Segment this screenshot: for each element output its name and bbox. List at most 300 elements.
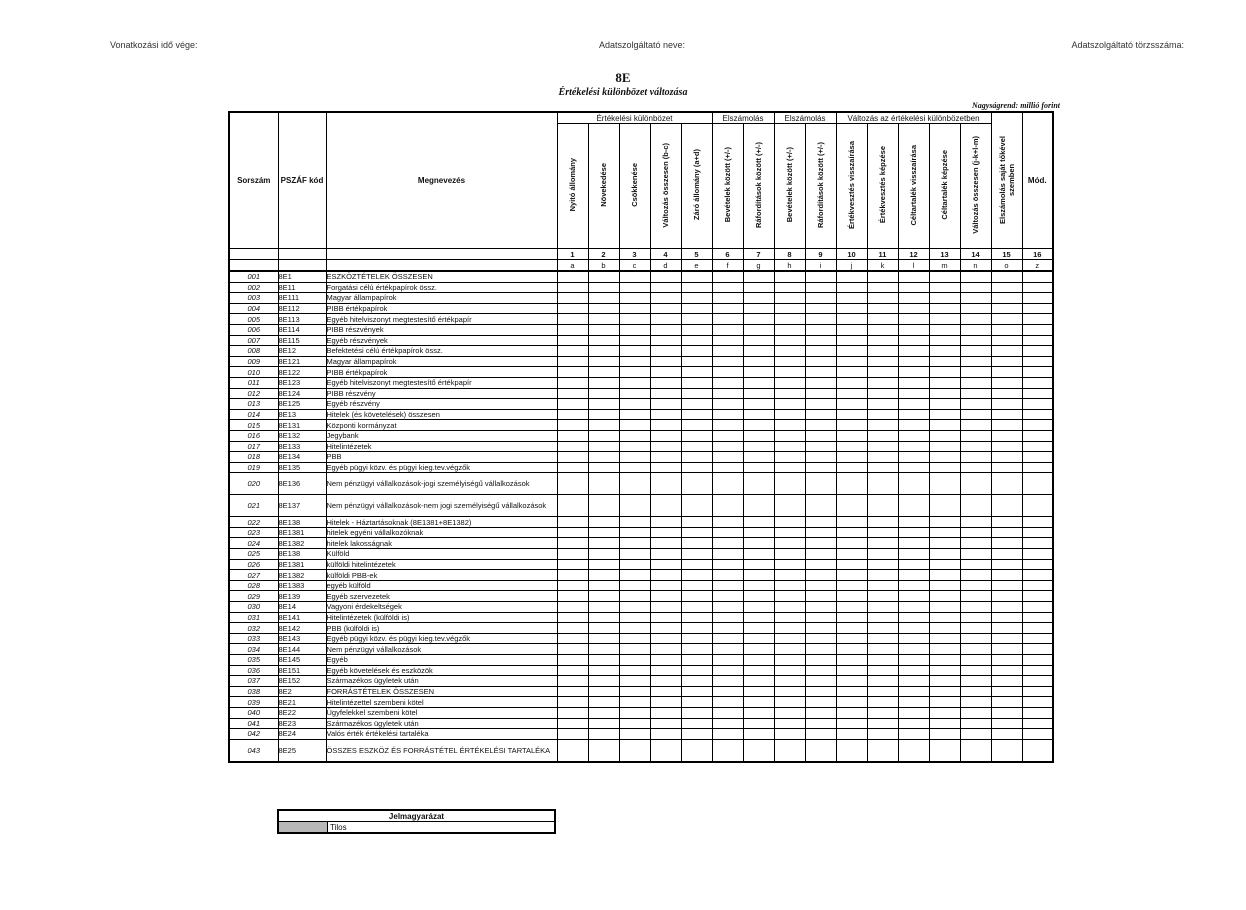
data-cell[interactable] xyxy=(743,612,774,623)
data-cell[interactable] xyxy=(867,462,898,473)
data-cell[interactable] xyxy=(743,367,774,378)
data-cell[interactable] xyxy=(1022,665,1053,676)
data-cell[interactable] xyxy=(867,356,898,367)
data-cell[interactable] xyxy=(557,420,588,431)
data-cell[interactable] xyxy=(619,293,650,304)
data-cell[interactable] xyxy=(774,697,805,708)
data-cell[interactable] xyxy=(650,686,681,697)
data-cell[interactable] xyxy=(681,739,712,762)
data-cell[interactable] xyxy=(991,282,1022,293)
data-cell[interactable] xyxy=(774,580,805,591)
data-cell[interactable] xyxy=(774,409,805,420)
data-cell[interactable] xyxy=(836,399,867,410)
data-cell[interactable] xyxy=(588,473,619,495)
data-cell[interactable] xyxy=(774,676,805,687)
data-cell[interactable] xyxy=(588,346,619,357)
data-cell[interactable] xyxy=(557,549,588,560)
data-cell[interactable] xyxy=(805,707,836,718)
data-cell[interactable] xyxy=(805,602,836,613)
data-cell[interactable] xyxy=(898,314,929,325)
data-cell[interactable] xyxy=(991,314,1022,325)
data-cell[interactable] xyxy=(960,282,991,293)
data-cell[interactable] xyxy=(960,324,991,335)
data-cell[interactable] xyxy=(557,527,588,538)
data-cell[interactable] xyxy=(836,495,867,517)
data-cell[interactable] xyxy=(991,452,1022,463)
data-cell[interactable] xyxy=(836,665,867,676)
data-cell[interactable] xyxy=(650,549,681,560)
data-cell[interactable] xyxy=(898,324,929,335)
data-cell[interactable] xyxy=(960,314,991,325)
data-cell[interactable] xyxy=(805,271,836,282)
data-cell[interactable] xyxy=(929,356,960,367)
data-cell[interactable] xyxy=(743,686,774,697)
data-cell[interactable] xyxy=(774,356,805,367)
data-cell[interactable] xyxy=(650,420,681,431)
data-cell[interactable] xyxy=(1022,570,1053,581)
data-cell[interactable] xyxy=(836,271,867,282)
data-cell[interactable] xyxy=(929,303,960,314)
data-cell[interactable] xyxy=(588,314,619,325)
data-cell[interactable] xyxy=(929,377,960,388)
data-cell[interactable] xyxy=(929,314,960,325)
data-cell[interactable] xyxy=(898,612,929,623)
data-cell[interactable] xyxy=(712,430,743,441)
data-cell[interactable] xyxy=(805,729,836,740)
data-cell[interactable] xyxy=(836,707,867,718)
data-cell[interactable] xyxy=(619,612,650,623)
data-cell[interactable] xyxy=(929,707,960,718)
data-cell[interactable] xyxy=(898,495,929,517)
data-cell[interactable] xyxy=(991,644,1022,655)
data-cell[interactable] xyxy=(650,452,681,463)
data-cell[interactable] xyxy=(557,623,588,634)
data-cell[interactable] xyxy=(557,495,588,517)
data-cell[interactable] xyxy=(1022,314,1053,325)
data-cell[interactable] xyxy=(712,665,743,676)
data-cell[interactable] xyxy=(681,527,712,538)
data-cell[interactable] xyxy=(650,388,681,399)
data-cell[interactable] xyxy=(929,686,960,697)
data-cell[interactable] xyxy=(960,623,991,634)
data-cell[interactable] xyxy=(867,282,898,293)
data-cell[interactable] xyxy=(991,293,1022,304)
data-cell[interactable] xyxy=(619,570,650,581)
data-cell[interactable] xyxy=(1022,644,1053,655)
data-cell[interactable] xyxy=(960,399,991,410)
data-cell[interactable] xyxy=(836,623,867,634)
data-cell[interactable] xyxy=(960,655,991,666)
data-cell[interactable] xyxy=(805,420,836,431)
data-cell[interactable] xyxy=(1022,633,1053,644)
data-cell[interactable] xyxy=(588,282,619,293)
data-cell[interactable] xyxy=(743,697,774,708)
data-cell[interactable] xyxy=(774,729,805,740)
data-cell[interactable] xyxy=(805,538,836,549)
data-cell[interactable] xyxy=(681,399,712,410)
data-cell[interactable] xyxy=(1022,452,1053,463)
data-cell[interactable] xyxy=(681,420,712,431)
data-cell[interactable] xyxy=(805,399,836,410)
data-cell[interactable] xyxy=(836,580,867,591)
data-cell[interactable] xyxy=(991,335,1022,346)
data-cell[interactable] xyxy=(712,462,743,473)
data-cell[interactable] xyxy=(743,420,774,431)
data-cell[interactable] xyxy=(774,665,805,676)
data-cell[interactable] xyxy=(588,739,619,762)
data-cell[interactable] xyxy=(774,623,805,634)
data-cell[interactable] xyxy=(743,538,774,549)
data-cell[interactable] xyxy=(619,718,650,729)
data-cell[interactable] xyxy=(898,335,929,346)
data-cell[interactable] xyxy=(805,377,836,388)
data-cell[interactable] xyxy=(991,686,1022,697)
data-cell[interactable] xyxy=(557,314,588,325)
data-cell[interactable] xyxy=(836,718,867,729)
data-cell[interactable] xyxy=(743,559,774,570)
data-cell[interactable] xyxy=(588,538,619,549)
data-cell[interactable] xyxy=(960,549,991,560)
data-cell[interactable] xyxy=(1022,517,1053,528)
data-cell[interactable] xyxy=(588,335,619,346)
data-cell[interactable] xyxy=(588,409,619,420)
data-cell[interactable] xyxy=(960,346,991,357)
data-cell[interactable] xyxy=(557,452,588,463)
data-cell[interactable] xyxy=(681,655,712,666)
data-cell[interactable] xyxy=(960,441,991,452)
data-cell[interactable] xyxy=(960,356,991,367)
data-cell[interactable] xyxy=(836,441,867,452)
data-cell[interactable] xyxy=(898,462,929,473)
data-cell[interactable] xyxy=(774,388,805,399)
data-cell[interactable] xyxy=(867,644,898,655)
data-cell[interactable] xyxy=(929,591,960,602)
data-cell[interactable] xyxy=(929,462,960,473)
data-cell[interactable] xyxy=(743,399,774,410)
data-cell[interactable] xyxy=(650,559,681,570)
data-cell[interactable] xyxy=(991,559,1022,570)
data-cell[interactable] xyxy=(898,409,929,420)
data-cell[interactable] xyxy=(743,495,774,517)
data-cell[interactable] xyxy=(650,527,681,538)
data-cell[interactable] xyxy=(774,633,805,644)
data-cell[interactable] xyxy=(619,676,650,687)
data-cell[interactable] xyxy=(712,473,743,495)
data-cell[interactable] xyxy=(805,303,836,314)
data-cell[interactable] xyxy=(1022,718,1053,729)
data-cell[interactable] xyxy=(774,282,805,293)
data-cell[interactable] xyxy=(650,718,681,729)
data-cell[interactable] xyxy=(960,580,991,591)
data-cell[interactable] xyxy=(619,441,650,452)
data-cell[interactable] xyxy=(774,602,805,613)
data-cell[interactable] xyxy=(557,676,588,687)
data-cell[interactable] xyxy=(960,293,991,304)
data-cell[interactable] xyxy=(867,707,898,718)
data-cell[interactable] xyxy=(650,377,681,388)
data-cell[interactable] xyxy=(557,538,588,549)
data-cell[interactable] xyxy=(681,335,712,346)
data-cell[interactable] xyxy=(805,356,836,367)
data-cell[interactable] xyxy=(867,324,898,335)
data-cell[interactable] xyxy=(991,591,1022,602)
data-cell[interactable] xyxy=(712,602,743,613)
data-cell[interactable] xyxy=(619,549,650,560)
data-cell[interactable] xyxy=(712,686,743,697)
data-cell[interactable] xyxy=(929,549,960,560)
data-cell[interactable] xyxy=(867,335,898,346)
data-cell[interactable] xyxy=(867,602,898,613)
data-cell[interactable] xyxy=(805,644,836,655)
data-cell[interactable] xyxy=(681,293,712,304)
data-cell[interactable] xyxy=(960,676,991,687)
data-cell[interactable] xyxy=(557,377,588,388)
data-cell[interactable] xyxy=(712,549,743,560)
data-cell[interactable] xyxy=(929,676,960,687)
data-cell[interactable] xyxy=(898,739,929,762)
data-cell[interactable] xyxy=(650,314,681,325)
data-cell[interactable] xyxy=(805,388,836,399)
data-cell[interactable] xyxy=(681,665,712,676)
data-cell[interactable] xyxy=(588,420,619,431)
data-cell[interactable] xyxy=(805,739,836,762)
data-cell[interactable] xyxy=(960,729,991,740)
data-cell[interactable] xyxy=(619,377,650,388)
data-cell[interactable] xyxy=(898,282,929,293)
data-cell[interactable] xyxy=(898,293,929,304)
data-cell[interactable] xyxy=(805,665,836,676)
data-cell[interactable] xyxy=(898,538,929,549)
data-cell[interactable] xyxy=(929,612,960,623)
data-cell[interactable] xyxy=(650,473,681,495)
data-cell[interactable] xyxy=(991,665,1022,676)
data-cell[interactable] xyxy=(929,452,960,463)
data-cell[interactable] xyxy=(960,462,991,473)
data-cell[interactable] xyxy=(867,729,898,740)
data-cell[interactable] xyxy=(712,452,743,463)
data-cell[interactable] xyxy=(898,570,929,581)
data-cell[interactable] xyxy=(929,697,960,708)
data-cell[interactable] xyxy=(774,718,805,729)
data-cell[interactable] xyxy=(960,335,991,346)
data-cell[interactable] xyxy=(557,707,588,718)
data-cell[interactable] xyxy=(743,623,774,634)
data-cell[interactable] xyxy=(1022,356,1053,367)
data-cell[interactable] xyxy=(557,718,588,729)
data-cell[interactable] xyxy=(681,452,712,463)
data-cell[interactable] xyxy=(1022,697,1053,708)
data-cell[interactable] xyxy=(619,707,650,718)
data-cell[interactable] xyxy=(588,388,619,399)
data-cell[interactable] xyxy=(557,655,588,666)
data-cell[interactable] xyxy=(867,718,898,729)
data-cell[interactable] xyxy=(1022,739,1053,762)
data-cell[interactable] xyxy=(991,441,1022,452)
data-cell[interactable] xyxy=(712,441,743,452)
data-cell[interactable] xyxy=(960,377,991,388)
data-cell[interactable] xyxy=(960,495,991,517)
data-cell[interactable] xyxy=(836,538,867,549)
data-cell[interactable] xyxy=(650,602,681,613)
data-cell[interactable] xyxy=(588,452,619,463)
data-cell[interactable] xyxy=(805,676,836,687)
data-cell[interactable] xyxy=(712,399,743,410)
data-cell[interactable] xyxy=(712,623,743,634)
data-cell[interactable] xyxy=(588,644,619,655)
data-cell[interactable] xyxy=(836,591,867,602)
data-cell[interactable] xyxy=(712,303,743,314)
data-cell[interactable] xyxy=(991,729,1022,740)
data-cell[interactable] xyxy=(867,399,898,410)
data-cell[interactable] xyxy=(774,549,805,560)
data-cell[interactable] xyxy=(929,538,960,549)
data-cell[interactable] xyxy=(1022,538,1053,549)
data-cell[interactable] xyxy=(867,452,898,463)
data-cell[interactable] xyxy=(650,665,681,676)
data-cell[interactable] xyxy=(712,612,743,623)
data-cell[interactable] xyxy=(743,549,774,560)
data-cell[interactable] xyxy=(712,644,743,655)
data-cell[interactable] xyxy=(557,441,588,452)
data-cell[interactable] xyxy=(991,473,1022,495)
data-cell[interactable] xyxy=(557,367,588,378)
data-cell[interactable] xyxy=(619,324,650,335)
data-cell[interactable] xyxy=(557,282,588,293)
data-cell[interactable] xyxy=(681,346,712,357)
data-cell[interactable] xyxy=(557,686,588,697)
data-cell[interactable] xyxy=(805,462,836,473)
data-cell[interactable] xyxy=(588,676,619,687)
data-cell[interactable] xyxy=(712,559,743,570)
data-cell[interactable] xyxy=(929,473,960,495)
data-cell[interactable] xyxy=(557,739,588,762)
data-cell[interactable] xyxy=(743,388,774,399)
data-cell[interactable] xyxy=(681,495,712,517)
data-cell[interactable] xyxy=(805,591,836,602)
data-cell[interactable] xyxy=(960,697,991,708)
data-cell[interactable] xyxy=(960,559,991,570)
data-cell[interactable] xyxy=(1022,409,1053,420)
data-cell[interactable] xyxy=(712,707,743,718)
data-cell[interactable] xyxy=(588,271,619,282)
data-cell[interactable] xyxy=(588,377,619,388)
data-cell[interactable] xyxy=(681,718,712,729)
data-cell[interactable] xyxy=(991,612,1022,623)
data-cell[interactable] xyxy=(836,377,867,388)
data-cell[interactable] xyxy=(774,324,805,335)
data-cell[interactable] xyxy=(743,335,774,346)
data-cell[interactable] xyxy=(774,591,805,602)
data-cell[interactable] xyxy=(867,697,898,708)
data-cell[interactable] xyxy=(743,409,774,420)
data-cell[interactable] xyxy=(743,473,774,495)
data-cell[interactable] xyxy=(681,591,712,602)
data-cell[interactable] xyxy=(898,580,929,591)
data-cell[interactable] xyxy=(836,559,867,570)
data-cell[interactable] xyxy=(743,729,774,740)
data-cell[interactable] xyxy=(805,473,836,495)
data-cell[interactable] xyxy=(898,388,929,399)
data-cell[interactable] xyxy=(1022,602,1053,613)
data-cell[interactable] xyxy=(805,314,836,325)
data-cell[interactable] xyxy=(681,707,712,718)
data-cell[interactable] xyxy=(929,729,960,740)
data-cell[interactable] xyxy=(557,409,588,420)
data-cell[interactable] xyxy=(681,409,712,420)
data-cell[interactable] xyxy=(712,420,743,431)
data-cell[interactable] xyxy=(681,729,712,740)
data-cell[interactable] xyxy=(898,356,929,367)
data-cell[interactable] xyxy=(836,462,867,473)
data-cell[interactable] xyxy=(929,633,960,644)
data-cell[interactable] xyxy=(681,367,712,378)
data-cell[interactable] xyxy=(557,346,588,357)
data-cell[interactable] xyxy=(867,420,898,431)
data-cell[interactable] xyxy=(991,623,1022,634)
data-cell[interactable] xyxy=(557,729,588,740)
data-cell[interactable] xyxy=(1022,623,1053,634)
data-cell[interactable] xyxy=(991,409,1022,420)
data-cell[interactable] xyxy=(1022,729,1053,740)
data-cell[interactable] xyxy=(991,676,1022,687)
data-cell[interactable] xyxy=(588,495,619,517)
data-cell[interactable] xyxy=(836,655,867,666)
data-cell[interactable] xyxy=(650,282,681,293)
data-cell[interactable] xyxy=(557,271,588,282)
data-cell[interactable] xyxy=(991,399,1022,410)
data-cell[interactable] xyxy=(712,388,743,399)
data-cell[interactable] xyxy=(588,602,619,613)
data-cell[interactable] xyxy=(681,697,712,708)
data-cell[interactable] xyxy=(867,633,898,644)
data-cell[interactable] xyxy=(557,303,588,314)
data-cell[interactable] xyxy=(836,303,867,314)
data-cell[interactable] xyxy=(1022,399,1053,410)
data-cell[interactable] xyxy=(1022,377,1053,388)
data-cell[interactable] xyxy=(898,452,929,463)
data-cell[interactable] xyxy=(650,570,681,581)
data-cell[interactable] xyxy=(991,517,1022,528)
data-cell[interactable] xyxy=(681,314,712,325)
data-cell[interactable] xyxy=(991,388,1022,399)
data-cell[interactable] xyxy=(805,527,836,538)
data-cell[interactable] xyxy=(991,324,1022,335)
data-cell[interactable] xyxy=(960,591,991,602)
data-cell[interactable] xyxy=(774,644,805,655)
data-cell[interactable] xyxy=(774,346,805,357)
data-cell[interactable] xyxy=(588,549,619,560)
data-cell[interactable] xyxy=(650,612,681,623)
data-cell[interactable] xyxy=(681,612,712,623)
data-cell[interactable] xyxy=(1022,420,1053,431)
data-cell[interactable] xyxy=(619,517,650,528)
data-cell[interactable] xyxy=(898,655,929,666)
data-cell[interactable] xyxy=(1022,335,1053,346)
data-cell[interactable] xyxy=(619,665,650,676)
data-cell[interactable] xyxy=(898,377,929,388)
data-cell[interactable] xyxy=(929,655,960,666)
data-cell[interactable] xyxy=(557,324,588,335)
data-cell[interactable] xyxy=(681,462,712,473)
data-cell[interactable] xyxy=(805,655,836,666)
data-cell[interactable] xyxy=(898,367,929,378)
data-cell[interactable] xyxy=(867,676,898,687)
data-cell[interactable] xyxy=(1022,388,1053,399)
data-cell[interactable] xyxy=(929,517,960,528)
data-cell[interactable] xyxy=(898,729,929,740)
data-cell[interactable] xyxy=(743,293,774,304)
data-cell[interactable] xyxy=(836,729,867,740)
